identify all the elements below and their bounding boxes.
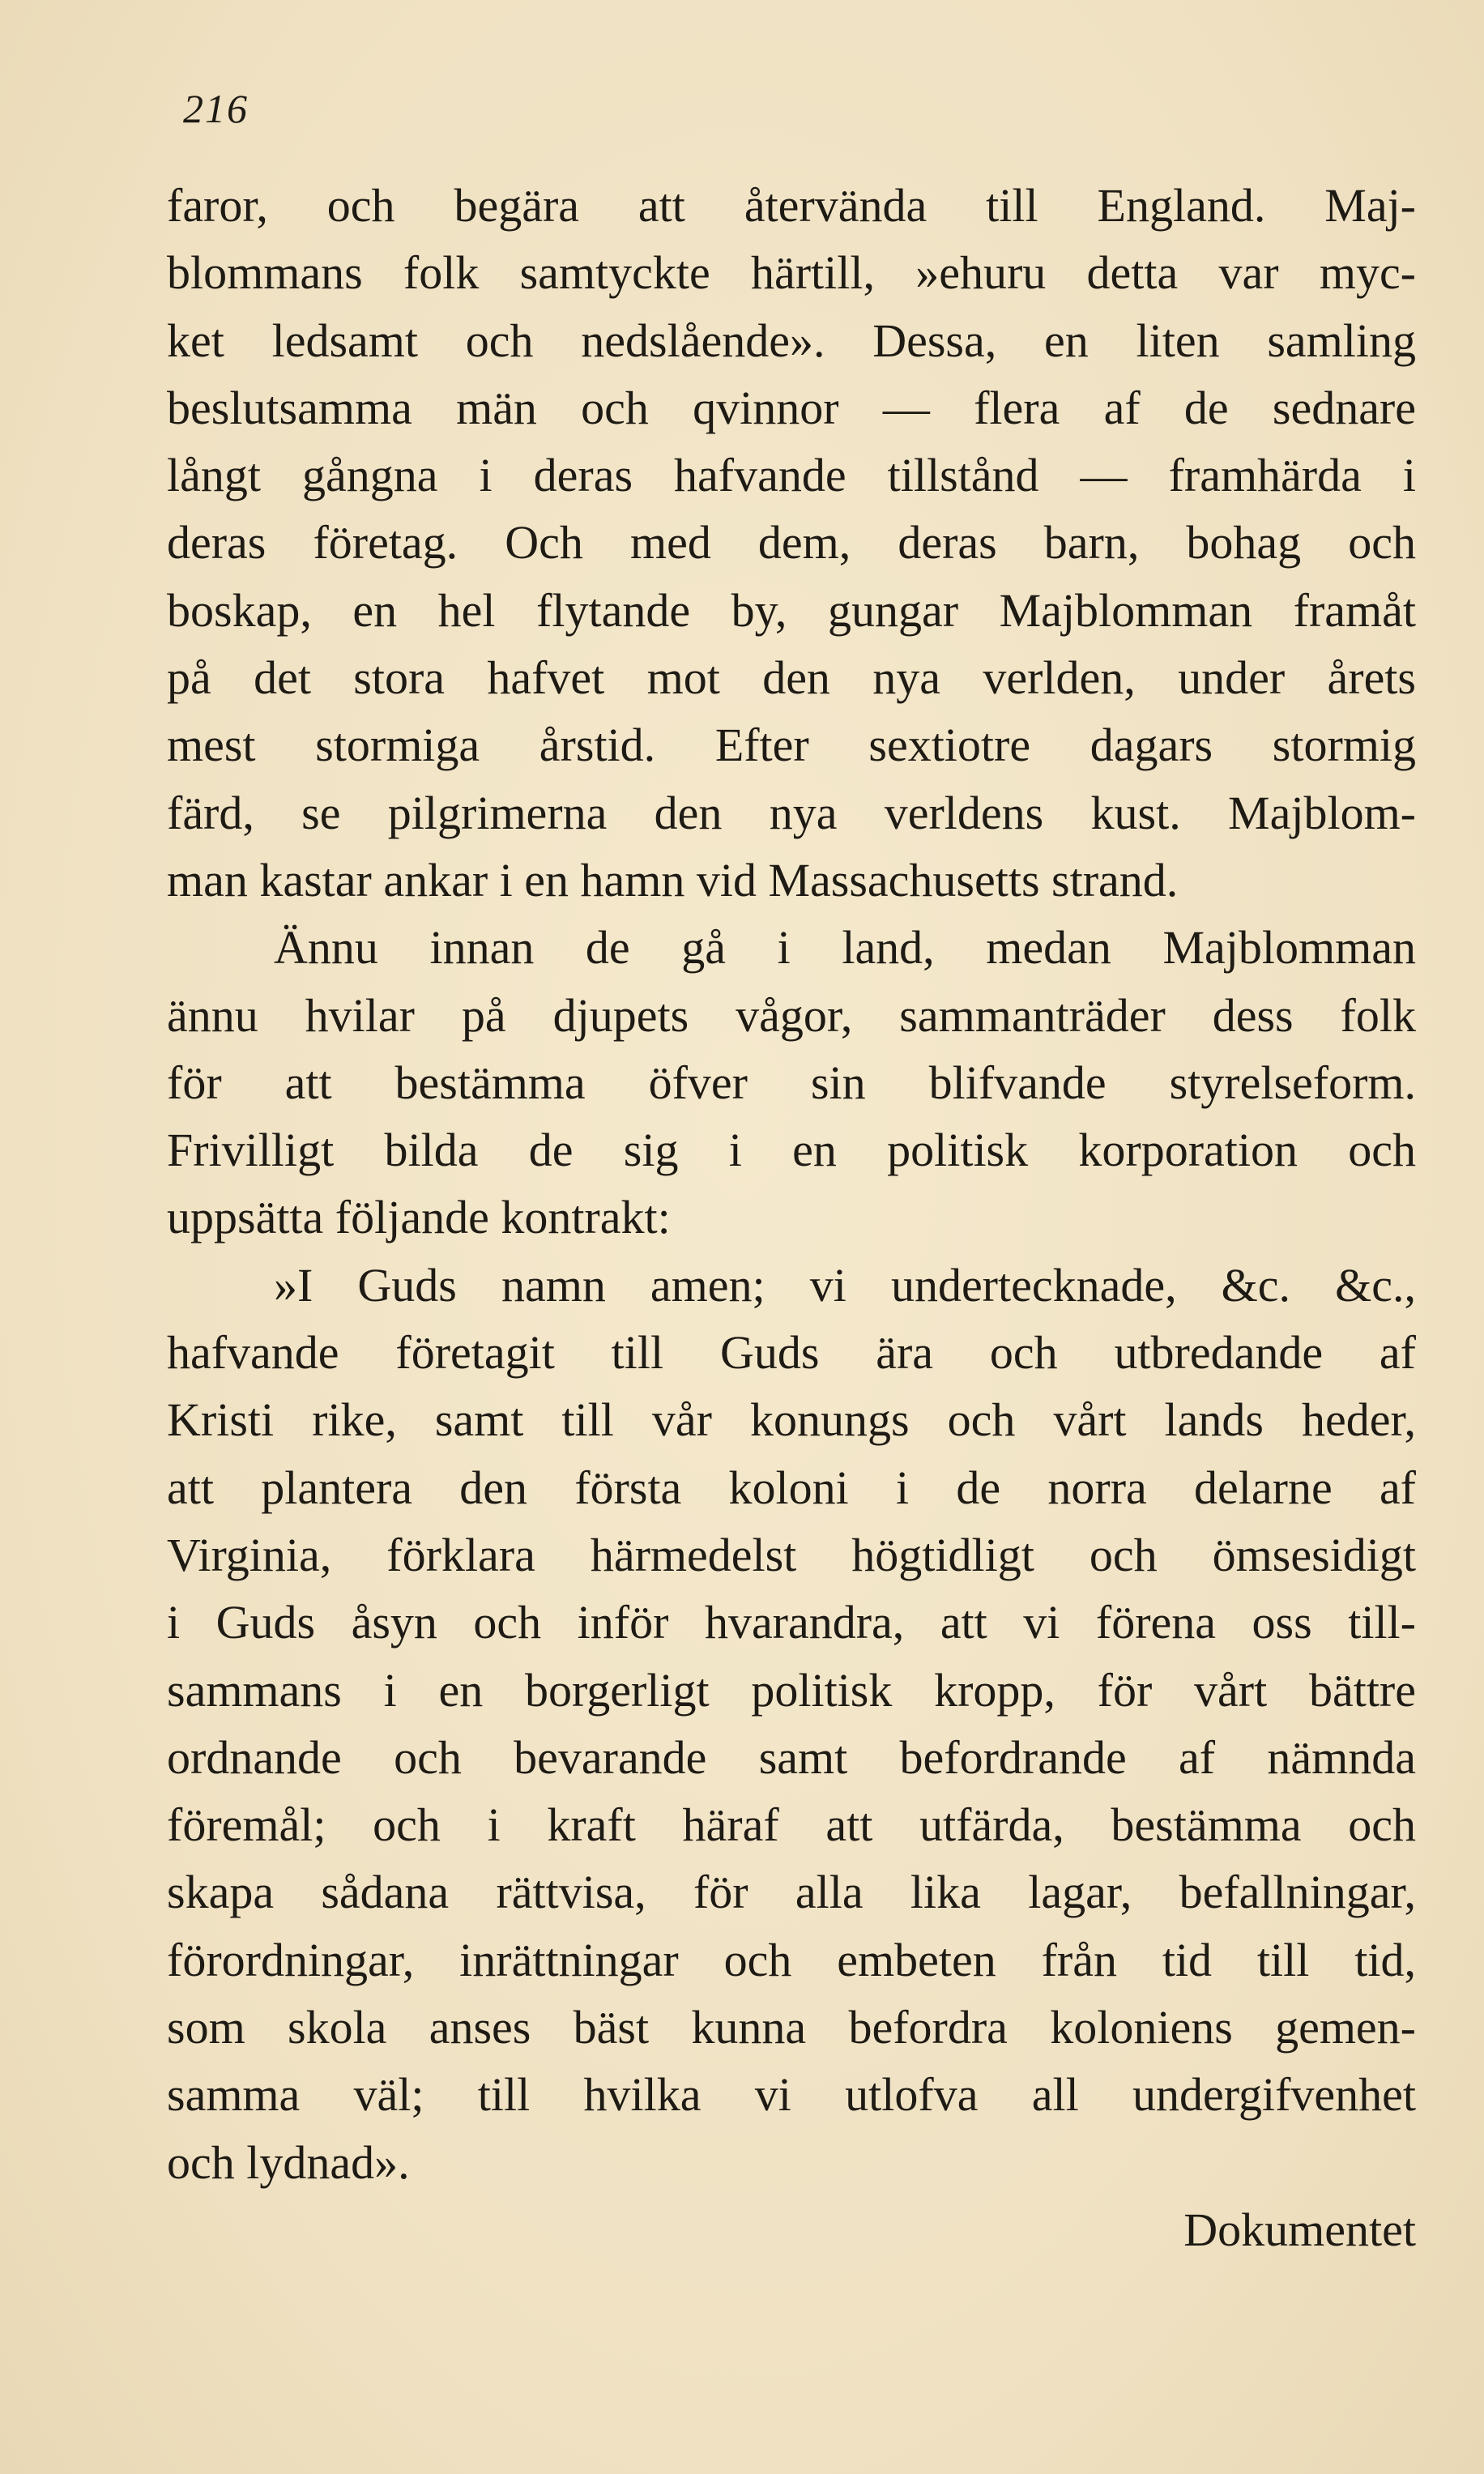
text-line: förordningar, inrättningar och embeten från tid till tid, (167, 1933, 1416, 1986)
text-line: att plantera den första koloni i de norra delarne af (167, 1461, 1416, 1514)
text-line: beslutsamma män och qvinnor — flera af de sednare (167, 381, 1416, 434)
text-line: uppsätta följande kontrakt: (167, 1191, 671, 1244)
text-line: Kristi rike, samt till vår konungs och vårt lands heder, (167, 1393, 1416, 1447)
text-line: ket ledsamt och nedslående». Dessa, en liten samling (167, 314, 1416, 367)
catchword: Dokumentet (1183, 2203, 1416, 2256)
text-line: och lydnad». (167, 2135, 410, 2189)
text-line: skapa sådana rättvisa, för alla lika lagar, befallningar, (167, 1866, 1416, 1919)
text-line: samma väl; till hvilka vi utlofva all undergifvenhet (167, 2068, 1416, 2122)
text-line: mest stormiga årstid. Efter sextiotre dagars stormig (167, 719, 1416, 772)
text-line: deras företag. Och med dem, deras barn, bohag och (167, 516, 1416, 569)
text-line: blommans folk samtyckte härtill, »ehuru detta var myc- (167, 246, 1416, 300)
text-line: boskap, en hel flytande by, gungar Majblomman framåt (167, 583, 1416, 637)
text-line: i Guds åsyn och inför hvarandra, att vi förena oss till- (167, 1596, 1416, 1649)
text-line: föremål; och i kraft häraf att utfärda, bestämma och (167, 1798, 1416, 1852)
text-line: på det stora hafvet mot den nya verlden, under årets (167, 651, 1416, 705)
quote-start-line: »I Guds namn amen; vi undertecknade, &c. &c., (274, 1258, 1416, 1312)
text-line: för att bestämma öfver sin blifvande styrelseform. (167, 1056, 1416, 1109)
text-line: ännu hvilar på djupets vågor, sammanträder dess folk (167, 988, 1416, 1042)
text-line: långt gångna i deras hafvande tillstånd — framhärda i (167, 449, 1416, 502)
paragraph-start-line: Ännu innan de gå i land, medan Majblomman (274, 921, 1416, 975)
page-number: 216 (183, 86, 249, 131)
text-line: Virginia, förklara härmedelst högtidligt och ömsesidigt (167, 1528, 1416, 1581)
text-line: som skola anses bäst kunna befordra koloniens gemen- (167, 2001, 1416, 2054)
body-text (167, 172, 1416, 2263)
text-line: hafvande företagit till Guds ära och utbredande af (167, 1326, 1416, 1380)
text-line: färd, se pilgrimerna den nya verldens kust. Majblom- (167, 786, 1416, 839)
text-line: Frivilligt bilda de sig i en politisk korporation och (167, 1124, 1416, 1177)
text-line: sammans i en borgerligt politisk kropp, för vårt bättre (167, 1663, 1416, 1717)
text-line: faror, och begära att återvända till England. Maj- (167, 179, 1416, 232)
text-line: ordnande och bevarande samt befordrande af nämnda (167, 1730, 1416, 1784)
text-line: man kastar ankar i en hamn vid Massachusetts strand. (167, 853, 1179, 906)
